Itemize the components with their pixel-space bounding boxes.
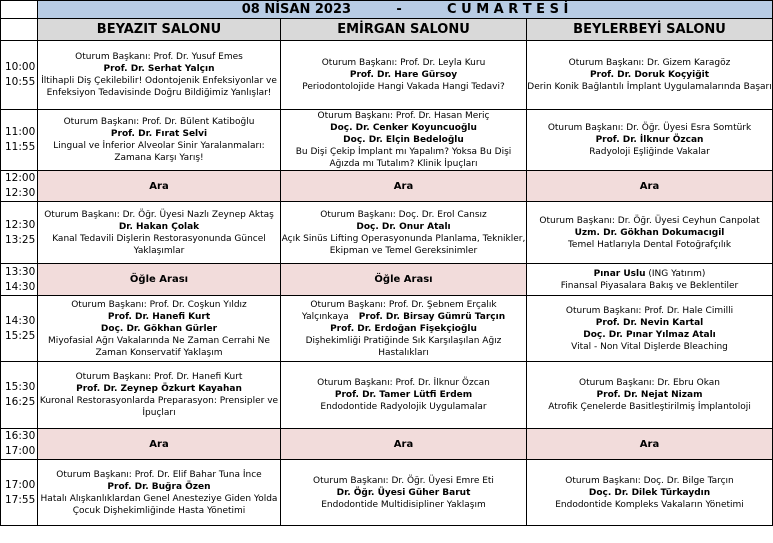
session-chair — [281, 209, 526, 221]
session-cell — [38, 41, 281, 110]
end-time: 16:25 — [5, 396, 36, 408]
session-chair — [527, 57, 772, 69]
title-dash: - — [396, 2, 402, 17]
time-slot — [1, 460, 38, 526]
start-time: 13:30 — [5, 265, 36, 278]
speaker-name: Prof. Dr. Buğra Özen — [107, 481, 211, 492]
session-cell — [38, 362, 281, 429]
session-chair — [38, 299, 280, 311]
speaker-name: Dr. Hakan Çolak — [118, 221, 200, 232]
session-topic: Endodontide Kompleks Vakaların Yönetimi — [555, 499, 744, 510]
session-chair — [281, 475, 526, 487]
chair-extra: Prof. Dr. Birsay Gümrü Tarçın — [358, 311, 506, 322]
speaker-name: Prof. Dr. Hare Gürsoy — [349, 70, 458, 80]
chair-name: Oturum Başkanı: Dr. Ebru Okan — [579, 378, 720, 388]
title-day: C U M A R T E S İ — [447, 2, 569, 17]
speaker-name: Prof. Dr. Erdoğan Fişekçioğlu — [330, 323, 477, 334]
chair-name: Oturum Başkanı: Prof. Dr. Hanefi Kurt — [75, 372, 243, 382]
break-row — [1, 264, 773, 296]
special-session — [527, 264, 773, 296]
time-slot — [1, 296, 38, 362]
speaker-name: Prof. Dr. Hanefi Kurt — [107, 311, 211, 322]
start-time: 14:30 — [5, 314, 36, 327]
hall-header: BEYAZIT SALONU — [38, 19, 281, 41]
session-cell — [281, 362, 527, 429]
session-cell — [38, 296, 281, 362]
start-time: 17:00 — [5, 478, 36, 491]
end-time: 17:55 — [5, 493, 36, 506]
time-slot — [1, 41, 38, 110]
session-chair — [281, 57, 526, 69]
session-cell — [527, 460, 773, 526]
break-label: Ara — [38, 171, 281, 202]
speaker-name: Prof. Dr. Zeynep Özkurt Kayahan — [76, 384, 242, 394]
break-row — [1, 171, 773, 202]
break-label: Ara — [527, 429, 773, 460]
session-cell — [38, 110, 281, 171]
chair-name: Oturum Başkanı: Dr. Gizem Karagöz — [568, 58, 731, 68]
chair-name: Oturum Başkanı: Prof. Dr. Yusuf Emes — [75, 52, 243, 62]
break-label: Öğle Arası — [38, 264, 281, 296]
blank-corner — [1, 1, 38, 19]
time-slot — [1, 429, 38, 460]
session-cell — [281, 110, 527, 171]
end-time: 17:00 — [5, 445, 36, 457]
end-time: 13:25 — [5, 233, 36, 246]
session-cell — [527, 296, 773, 362]
session-chair — [38, 116, 280, 128]
session-cell — [527, 41, 773, 110]
session-row — [1, 460, 773, 526]
session-chair — [281, 299, 526, 323]
session-cell — [38, 202, 281, 264]
start-time: 12:00 — [5, 172, 36, 184]
chair-name: Oturum Başkanı: Prof. Dr. Hasan Meriç — [317, 111, 490, 121]
session-row — [1, 41, 773, 110]
session-cell — [281, 202, 527, 264]
session-cell — [527, 110, 773, 171]
special-speaker: Pınar Uslu — [593, 268, 646, 279]
hall-header: EMİRGAN SALONU — [281, 19, 527, 41]
session-topic: Periodontolojide Hangi Vakada Hangi Tedavi? — [302, 82, 505, 92]
session-topic: Lingual ve İnferior Alveolar Sinir Yaralanmaları: Zamana Karşı Yarış! — [53, 141, 265, 163]
session-cell — [281, 41, 527, 110]
break-label: Ara — [281, 171, 527, 202]
chair-name: Oturum Başkanı: Prof. Dr. Elif Bahar Tuna İnce — [56, 469, 262, 480]
end-time: 11:55 — [5, 141, 36, 153]
speaker-name: Prof. Dr. Nevin Kartal — [595, 317, 704, 328]
session-topic: Bu Dişi Çekip İmplant mı Yapalım? Yoksa Bu Dişi Ağızda mı Tutalım? Klinik İpuçları — [295, 147, 512, 169]
break-row — [1, 429, 773, 460]
speaker-name: Prof. Dr. Nejat Nizam — [596, 390, 703, 400]
session-topic: Endodontide Radyolojik Uygulamalar — [320, 402, 487, 412]
chair-name: Oturum Başkanı: Prof. Dr. Coşkun Yıldız — [71, 299, 247, 310]
special-speaker-line — [527, 268, 772, 280]
session-chair — [527, 122, 772, 134]
speaker-name: Prof. Dr. Tamer Lütfi Erdem — [334, 390, 473, 400]
chair-name: Oturum Başkanı: Prof. Dr. Hale Cimilli — [565, 305, 734, 316]
break-label: Ara — [38, 429, 281, 460]
session-topic: Vital - Non Vital Dişlerde Bleaching — [571, 341, 728, 352]
session-topic: Temel Hatlarıyla Dental Fotoğrafçılık — [567, 239, 732, 250]
session-topic: Radyoloji Eşliğinde Vakalar — [589, 147, 710, 157]
session-row — [1, 202, 773, 264]
session-row — [1, 110, 773, 171]
session-topic: Miyofasial Ağrı Vakalarında Ne Zaman Cerrahi Ne Zaman Konservatif Yaklaşım — [48, 335, 270, 358]
time-slot — [1, 171, 38, 202]
session-topic: Endodontide Multidisipliner Yaklaşım — [321, 499, 486, 510]
speaker-name: Doç. Dr. Pınar Yılmaz Atalı — [583, 329, 716, 340]
session-row — [1, 296, 773, 362]
chair-name: Oturum Başkanı: Dr. Öğr. Üyesi Esra Somtürk — [547, 123, 752, 133]
chair-name: Oturum Başkanı: Prof. Dr. Bülent Katiboğlu — [63, 117, 255, 127]
session-cell — [281, 296, 527, 362]
speaker-name: Prof. Dr. Doruk Koçyiğit — [589, 70, 710, 80]
session-chair — [281, 377, 526, 389]
session-cell — [527, 202, 773, 264]
session-cell — [281, 460, 527, 526]
session-topic: Kuronal Restorasyonlarda Preparasyon: Prensipler ve İpuçları — [39, 396, 279, 418]
speaker-name: Doç. Dr. Dilek Türkaydın — [588, 487, 711, 498]
title-date: 08 NİSAN 2023 — [241, 2, 352, 17]
session-topic: Dişhekimliği Pratiğinde Sık Karşılaşılan Ağız Hastalıkları — [305, 335, 502, 358]
speaker-name: Doç. Dr. Cenker Koyuncuoğlu — [330, 123, 477, 133]
break-label: Öğle Arası — [281, 264, 527, 296]
session-cell — [38, 460, 281, 526]
speaker-name: Doç. Dr. Onur Atalı — [356, 221, 451, 232]
time-slot — [1, 362, 38, 429]
break-label: Ara — [281, 429, 527, 460]
time-slot — [1, 202, 38, 264]
session-chair — [527, 215, 772, 227]
session-topic: Derin Konik Bağlantılı İmplant Uygulamalarında Başarı — [527, 82, 772, 92]
speaker-name: Prof. Dr. Serhat Yalçın — [103, 64, 215, 74]
session-chair — [38, 469, 280, 481]
chair-name: Oturum Başkanı: Dr. Öğr. Üyesi Emre Eti — [313, 475, 494, 486]
chair-name: Oturum Başkanı: Prof. Dr. Şebnem Erçalık Yalçınkaya — [301, 299, 497, 322]
special-org: (ING Yatırım) — [645, 268, 706, 279]
end-time: 10:55 — [5, 76, 36, 88]
session-topic: Kanal Tedavili Dişlerin Restorasyonunda Güncel Yaklaşımlar — [52, 233, 266, 256]
session-topic: Hatalı Alışkanlıklardan Genel Anesteziye Giden Yolda Çocuk Dişhekimliğinde Hasta Yönetimi — [40, 493, 278, 516]
speaker-name: Doç. Dr. Gökhan Gürler — [100, 323, 218, 334]
speaker-name: Dr. Öğr. Üyesi Güher Barut — [336, 487, 471, 498]
special-topic: Finansal Piyasalara Bakış ve Beklentiler — [560, 280, 739, 291]
speaker-name: Uzm. Dr. Gökhan Dokumacıgil — [574, 227, 725, 238]
start-time: 15:30 — [5, 381, 36, 393]
start-time: 10:00 — [5, 61, 36, 73]
session-cell — [527, 362, 773, 429]
session-chair — [527, 305, 772, 317]
session-chair — [281, 110, 526, 122]
chair-name: Oturum Başkanı: Doç. Dr. Erol Cansız — [320, 209, 487, 220]
session-row — [1, 362, 773, 429]
session-chair — [38, 51, 280, 63]
end-time: 12:30 — [5, 187, 36, 199]
start-time: 11:00 — [5, 126, 36, 138]
chair-name: Oturum Başkanı: Dr. Öğr. Üyesi Nazlı Zeynep Aktaş — [44, 209, 274, 220]
break-label: Ara — [527, 171, 773, 202]
end-time: 14:30 — [5, 280, 36, 293]
speaker-name: Prof. Dr. İlknur Özcan — [595, 135, 704, 145]
session-chair — [527, 475, 772, 487]
start-time: 16:30 — [5, 430, 36, 442]
chair-name: Oturum Başkanı: Prof. Dr. Leyla Kuru — [321, 58, 486, 68]
start-time: 12:30 — [5, 218, 36, 231]
session-chair — [38, 209, 280, 221]
chair-name: Oturum Başkanı: Dr. Öğr. Üyesi Ceyhun Canpolat — [539, 215, 760, 226]
hall-header: BEYLERBEYİ SALONU — [527, 19, 773, 41]
schedule-title — [38, 1, 773, 19]
time-slot — [1, 110, 38, 171]
time-slot — [1, 264, 38, 296]
session-topic: İltihapli Diş Çekilebilir! Odontojenik Enfeksiyonlar ve Enfeksiyon Tedavisinde Doğru Bildiğimiz Yanlışlar! — [41, 76, 277, 98]
chair-name: Oturum Başkanı: Prof. Dr. İlknur Özcan — [317, 378, 490, 388]
session-topic: Atrofik Çenelerde Basitleştirilmiş İmplantoloji — [548, 402, 751, 412]
speaker-name: Prof. Dr. Fırat Selvi — [110, 129, 208, 139]
session-chair — [527, 377, 772, 389]
end-time: 15:25 — [5, 329, 36, 342]
blank-corner — [1, 19, 38, 41]
session-chair — [38, 371, 280, 383]
session-topic: Açık Sinüs Lifting Operasyonunda Planlama, Teknikler, Ekipman ve Temel Gereksinimler — [281, 233, 526, 256]
speaker-name: Doç. Dr. Elçin Bedeloğlu — [343, 135, 464, 145]
chair-name: Oturum Başkanı: Doç. Dr. Bilge Tarçın — [565, 475, 734, 486]
